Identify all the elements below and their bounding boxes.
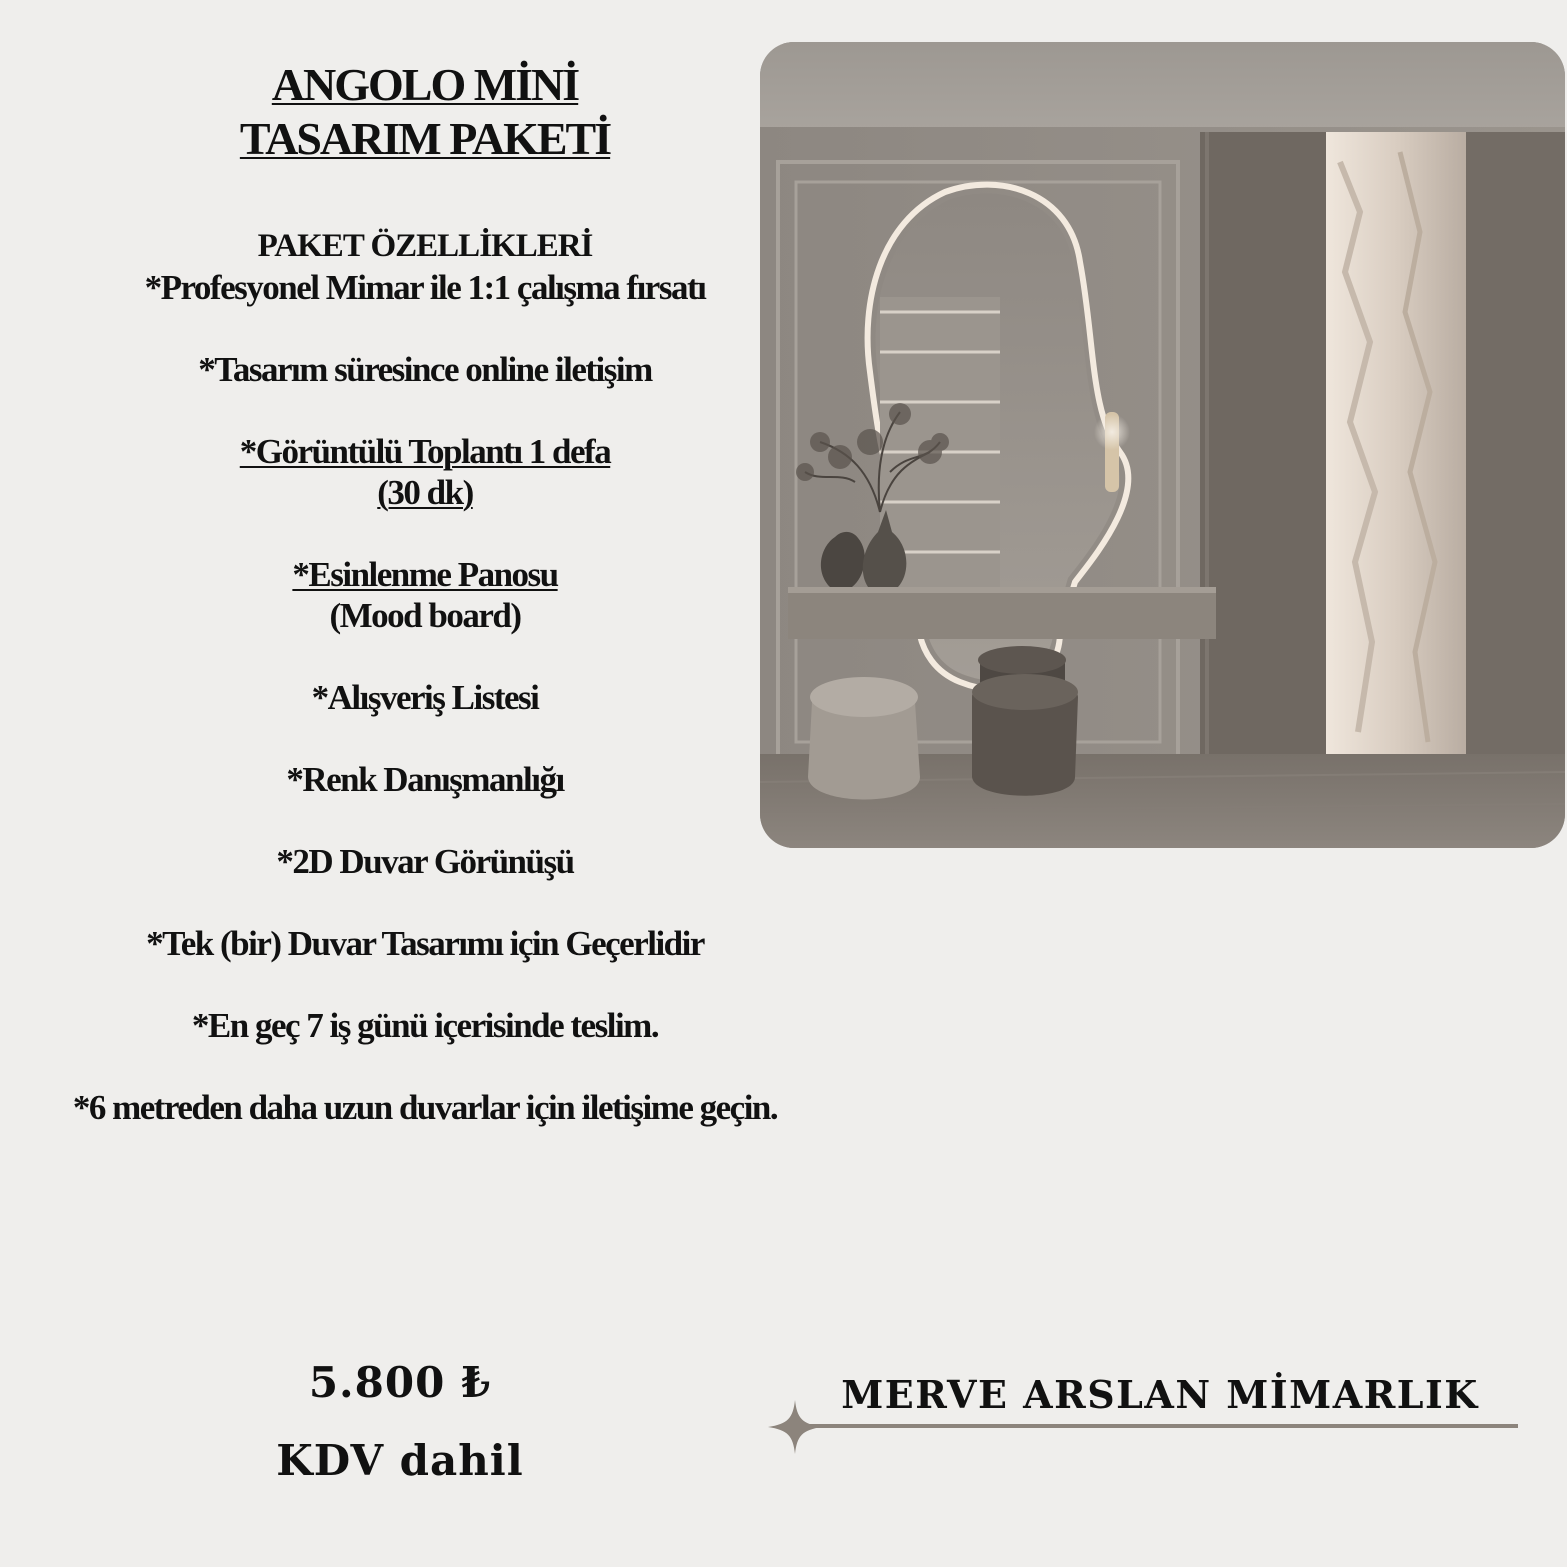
feature-item: *Alışveriş Listesi bbox=[311, 678, 539, 717]
sparkle-star-icon bbox=[766, 1398, 824, 1456]
interior-photo bbox=[760, 42, 1565, 848]
feature-item: *Esinlenme Panosu bbox=[292, 555, 558, 594]
price-vat-note: KDV dahil bbox=[276, 1436, 524, 1485]
brand-name: MERVE ARSLAN MİMARLIK bbox=[841, 1372, 1479, 1417]
feature-item-detail: (Mood board) bbox=[329, 596, 521, 635]
feature-item: *Profesyonel Mimar ile 1:1 çalışma fırsatı bbox=[144, 268, 706, 307]
price-block bbox=[250, 1355, 550, 1489]
package-title-line-2: TASARIM PAKETİ bbox=[239, 113, 611, 164]
feature-item: *Tasarım süresince online iletişim bbox=[198, 350, 652, 389]
price-amount: 5.800 ₺ bbox=[308, 1358, 492, 1407]
feature-item: *6 metreden daha uzun duvarlar için iletişime geçin. bbox=[72, 1088, 778, 1127]
feature-item-detail: (30 dk) bbox=[377, 473, 473, 512]
feature-item: *Tek (bir) Duvar Tasarımı için Geçerlidir bbox=[146, 924, 704, 963]
brand-underline bbox=[790, 1424, 1518, 1428]
package-title bbox=[0, 58, 850, 166]
feature-item: *En geç 7 iş günü içerisinde teslim. bbox=[191, 1006, 659, 1045]
features-heading: PAKET ÖZELLİKLERİ bbox=[257, 228, 593, 264]
feature-item: *Görüntülü Toplantı 1 defa bbox=[239, 432, 611, 471]
feature-list bbox=[0, 226, 850, 1128]
feature-item: *2D Duvar Görünüşü bbox=[276, 842, 574, 881]
feature-item: *Renk Danışmanlığı bbox=[286, 760, 564, 799]
package-title-line-1: ANGOLO MİNİ bbox=[271, 59, 579, 110]
